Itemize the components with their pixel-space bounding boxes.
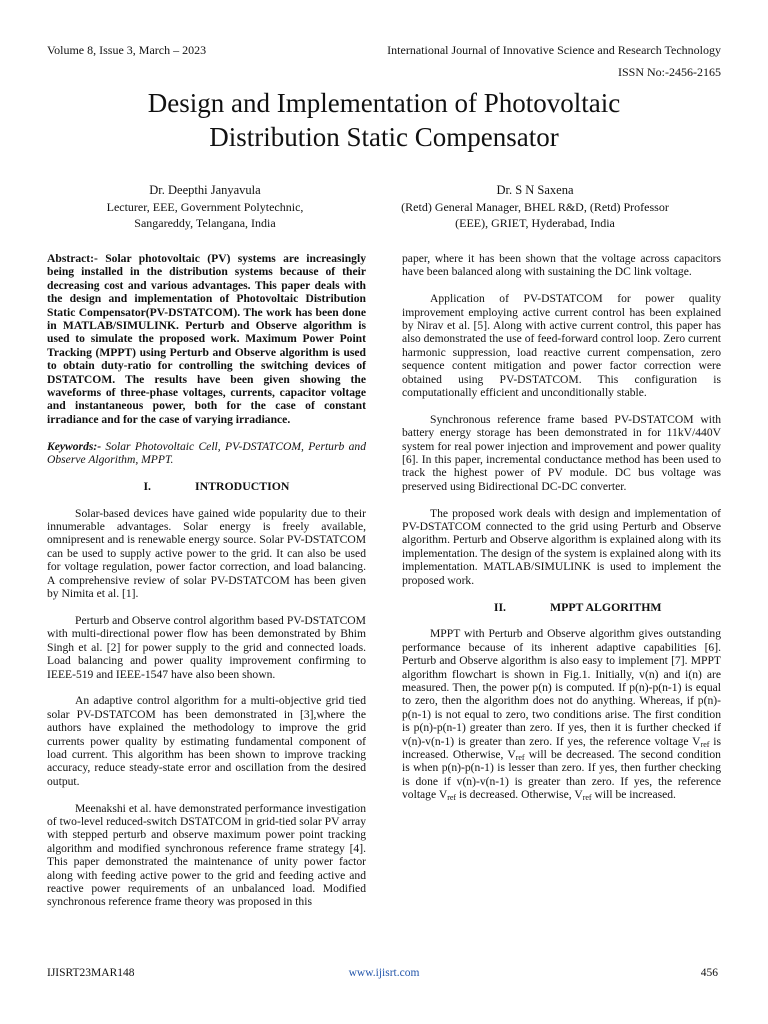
keywords-label: Keywords:- <box>47 439 102 453</box>
keywords <box>47 440 366 467</box>
footer-url-link[interactable]: www.ijisrt.com <box>348 967 420 979</box>
header-volume: Volume 8, Issue 3, March – 2023 <box>47 43 207 57</box>
paragraph: Application of PV-DSTATCOM for power quality improvement employing active current control has been explained by Nirav et al. [5]. Along with active current control, this paper has also demonstrated the use of feed-forward control loop. Zero current harmonic suppression, load reactive current compensation, zero sequence content mitigation and power factor correction were obtained using PV-DSTATCOM. This configuration is computationally efficient and unconditionally stable. <box>402 292 721 400</box>
subscript-ref: ref <box>515 752 525 762</box>
left-column <box>47 252 366 922</box>
mppt-text: will be decreased. The second condition is when p(n)-p(n-1) is lesser than zero. If yes, then further checking is done if v(n)-v(n-1) is greater than zero. If yes, the reference voltage V <box>402 747 721 802</box>
title-line-1: Design and Implementation of Photovoltaic <box>147 88 621 118</box>
paragraph: Perturb and Observe control algorithm based PV-DSTATCOM with multi-directional power flow has been demonstrated by Bhim Singh et al. [2] for power supply to the grid and connected loads. Load balancing and power quality improvement confirming to IEEE-519 and IEEE-1547 have also been shown. <box>47 613 366 681</box>
footer-page-number: 456 <box>700 967 718 979</box>
author-block-2 <box>385 182 685 231</box>
mppt-text: is decreased. Otherwise, V <box>456 788 583 802</box>
header-issn: ISSN No:-2456-2165 <box>617 65 721 79</box>
paper-title <box>0 86 768 154</box>
section-heading-introduction <box>47 480 366 493</box>
author-block-1 <box>55 182 355 231</box>
section-number: I. <box>143 478 151 493</box>
paragraph: Solar-based devices have gained wide popularity due to their innumerable advantages. Solar energy is freely available, omnipresent and is renewable energy source. Solar PV-DSTATCOM can be used to supply active power to the grid. It can also be used for voltage regulation, power factor correction, and load balancing. A comprehensive review of solar PV-DSTATCOM has been given by Nimita et al. [1]. <box>47 506 366 601</box>
subscript-ref: ref <box>582 793 592 803</box>
author-affiliation: Lecturer, EEE, Government Polytechnic, <box>106 200 304 214</box>
section-number: II. <box>493 599 506 614</box>
keywords-text: Solar Photovoltaic Cell, PV-DSTATCOM, Perturb and Observe Algorithm, MPPT. <box>47 439 366 467</box>
paragraph: Meenakshi et al. have demonstrated performance investigation of two-level reduced-switch DSTATCOM in grid-tied solar PV array with stepped perturb and observe maximum power point tracking algorithm and modified synchronous reference frame strategy [4]. This paper demonstrated the maintenance of unity power factor along with feeding active power to the grid and feeding active and reactive power requirements of an unbalanced load. Modified synchronous reference frame theory was proposed in this <box>47 801 366 909</box>
author-affiliation: (Retd) General Manager, BHEL R&D, (Retd) Professor <box>401 200 669 214</box>
section-heading-mppt <box>402 601 721 614</box>
paragraph: The proposed work deals with design and implementation of PV-DSTATCOM connected to the grid using Perturb and Observe algorithm. Perturb and Observe algorithm is explained along with its implementation. The design of the system is explained along with its implementation. MATLAB/SIMULINK is used to implement the proposed work. <box>402 506 721 587</box>
paragraph: paper, where it has been shown that the voltage across capacitors have been balanced along with sustaining the DC link voltage. <box>402 252 721 279</box>
mppt-text: is increased. Otherwise, V <box>402 734 721 761</box>
paragraph: Synchronous reference frame based PV-DSTATCOM with battery energy storage has been demonstrated in for 11kV/440V system for real power injection and improvement and power quality [6]. In this paper, incremental conductance method has been used to track the highest power of PV module. DC bus voltage was preserved using Bidirectional DC-DC converter. <box>402 412 721 493</box>
right-column <box>402 252 721 815</box>
subscript-ref: ref <box>447 793 457 803</box>
title-line-2: Distribution Static Compensator <box>209 122 559 152</box>
author-name: Dr. S N Saxena <box>496 183 574 197</box>
paragraph-mppt <box>402 627 721 801</box>
mppt-text: will be increased. <box>591 788 676 802</box>
header-journal: International Journal of Innovative Science and Research Technology <box>387 43 721 57</box>
footer-paper-id: IJISRT23MAR148 <box>47 967 135 979</box>
abstract: Abstract:- Solar photovoltaic (PV) systems are increasingly being installed in the distribution systems because of their decreasing cost and various advantages. This paper deals with the design and implementation of Photovoltaic Distribution Static Compensator(PV-DSTATCOM). The work has been done in MATLAB/SIMULINK. Perturb and Observe algorithm is used to simulate the proposed work. Maximum Power Point Tracking (MPPT) using Perturb and Observe algorithm is used to obtain duty-ratio for controlling the switching devices of DSTATCOM. The results have been given showing the waveforms of three-phase voltages, currents, capacitor voltage and instantaneous power, both for the case of constant irradiance and for the case of varying irradiance. <box>47 252 366 426</box>
section-title: INTRODUCTION <box>195 478 290 493</box>
subscript-ref: ref <box>700 739 710 749</box>
author-affiliation: (EEE), GRIET, Hyderabad, India <box>455 216 615 230</box>
author-name: Dr. Deepthi Janyavula <box>149 183 261 197</box>
paragraph: An adaptive control algorithm for a multi-objective grid tied solar PV-DSTATCOM has been demonstrated in [3],where the authors have explained the methodology to improve the grid currents power quality by estimating fundamental component of load current. This algorithm has been shown to improve tracking accuracy, reduce steady-state error and oscillation from the desired output. <box>47 694 366 788</box>
author-affiliation: Sangareddy, Telangana, India <box>134 216 276 230</box>
mppt-text: MPPT with Perturb and Observe algorithm gives outstanding performance because of its inherent adaptive capabilities [6]. Perturb and Observe algorithm is also easy to implement [7]. MPPT algorithm flowchart is shown in Fig.1. Initially, v(n) and i(n) are measured. Then, the power p(n) is computed. If p(n)-p(n-1) is equal to zero, then the algorithm does not do anything. Whereas, if p(n)-p(n-1) is not equal to zero, two conditions arise. The first condition is p(n)-p(n-1) greater than zero. If yes, then it is further checked if v(n)-v(n-1) is greater than zero. If yes, the reference voltage V <box>402 627 721 748</box>
section-title: MPPT ALGORITHM <box>550 599 662 614</box>
